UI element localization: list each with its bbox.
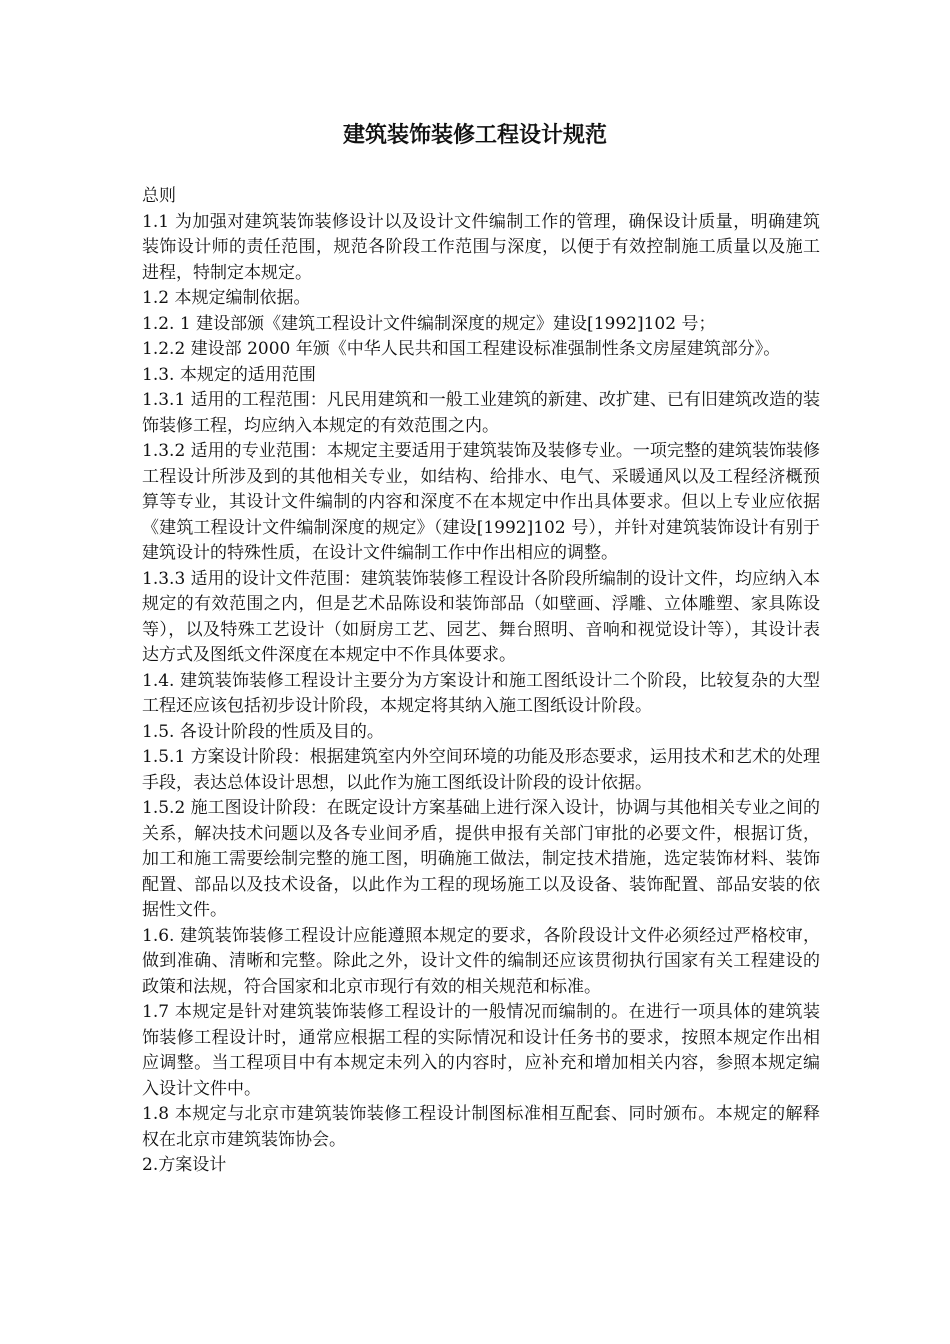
- clause-1-5-1: 1.5.1 方案设计阶段：根据建筑室内外空间环境的功能及形态要求，运用技术和艺术的处理手段，表达总体设计思想，以此作为施工图纸设计阶段的设计依据。: [142, 747, 820, 793]
- clause-1-3-2: 1.3.2 适用的专业范围：本规定主要适用于建筑装饰及装修专业。一项完整的建筑装饰装修工程设计所涉及到的其他相关专业，如结构、给排水、电气、采暖通风以及工程经济概预算等专业，其设计文件编制的内容和深度不在本规定中作出具体要求。但以上专业应依据《建筑工程设计文件编制深度的规定》（建设[1992]102 号），并针对建筑装饰设计有别于建筑设计的特殊性质，在设计文件编制工作中作出相应的调整。: [142, 441, 820, 563]
- clause-1-2: 1.2 本规定编制依据。: [142, 288, 311, 308]
- document-body: [142, 184, 820, 1179]
- section-heading-general: 总则: [142, 186, 176, 206]
- document-title: 建筑装饰装修工程设计规范: [342, 122, 607, 148]
- clause-1-2-1: 1.2. 1 建设部颁《建筑工程设计文件编制深度的规定》建设[1992]102 号；: [142, 313, 716, 334]
- clause-1-8: 1.8 本规定与北京市建筑装饰装修工程设计制图标准相互配套、同时颁布。本规定的解释权在北京市建筑装饰协会。: [142, 1104, 820, 1150]
- clause-1-6: 1.6. 建筑装饰装修工程设计应能遵照本规定的要求，各阶段设计文件必须经过严格校审，做到准确、清晰和完整。除此之外，设计文件的编制还应该贯彻执行国家有关工程建设的政策和法规，符合国家和北京市现行有效的相关规范和标准。: [142, 925, 820, 997]
- clause-1-5-2: 1.5.2 施工图设计阶段：在既定设计方案基础上进行深入设计，协调与其他相关专业之间的关系，解决技术问题以及各专业间矛盾，提供申报有关部门审批的必要文件，根据订货，加工和施工需要绘制完整的施工图，明确施工做法，制定技术措施，选定装饰材料、装饰配置、部品以及技术设备，以此作为工程的现场施工以及设备、装饰配置、部品安装的依据性文件。: [142, 798, 820, 920]
- clause-1-7: 1.7 本规定是针对建筑装饰装修工程设计的一般情况而编制的。在进行一项具体的建筑装饰装修工程设计时，通常应根据工程的实际情况和设计任务书的要求，按照本规定作出相应调整。当工程项目中有本规定未列入的内容时，应补充和增加相关内容，参照本规定编入设计文件中。: [142, 1002, 820, 1099]
- clause-1-3-1: 1.3.1 适用的工程范围：凡民用建筑和一般工业建筑的新建、改扩建、已有旧建筑改造的装饰装修工程，均应纳入本规定的有效范围之内。: [142, 390, 820, 436]
- clause-1-1: 1.1 为加强对建筑装饰装修设计以及设计文件编制工作的管理，确保设计质量，明确建筑装饰设计师的责任范围，规范各阶段工作范围与深度，以便于有效控制施工质量以及施工进程，特制定本规定。: [142, 211, 820, 283]
- clause-1-2-2: 1.2.2 建设部 2000 年颁《中华人民共和国工程建设标准强制性条文房屋建筑部分》。: [142, 339, 781, 359]
- section-heading-2: 2.方案设计: [142, 1155, 227, 1175]
- clause-1-3-3: 1.3.3 适用的设计文件范围：建筑装饰装修工程设计各阶段所编制的设计文件，均应纳入本规定的有效范围之内，但是艺术品陈设和装饰部品（如壁画、浮雕、立体雕塑、家具陈设等），以及特殊工艺设计（如厨房工艺、园艺、舞台照明、音响和视觉设计等），其设计表达方式及图纸文件深度在本规定中不作具体要求。: [142, 568, 820, 665]
- clause-1-5: 1.5. 各设计阶段的性质及目的。: [142, 721, 384, 742]
- clause-1-3: 1.3. 本规定的适用范围: [142, 364, 316, 385]
- clause-1-4: 1.4. 建筑装饰装修工程设计主要分为方案设计和施工图纸设计二个阶段，比较复杂的大型工程还应该包括初步设计阶段，本规定将其纳入施工图纸设计阶段。: [142, 670, 820, 716]
